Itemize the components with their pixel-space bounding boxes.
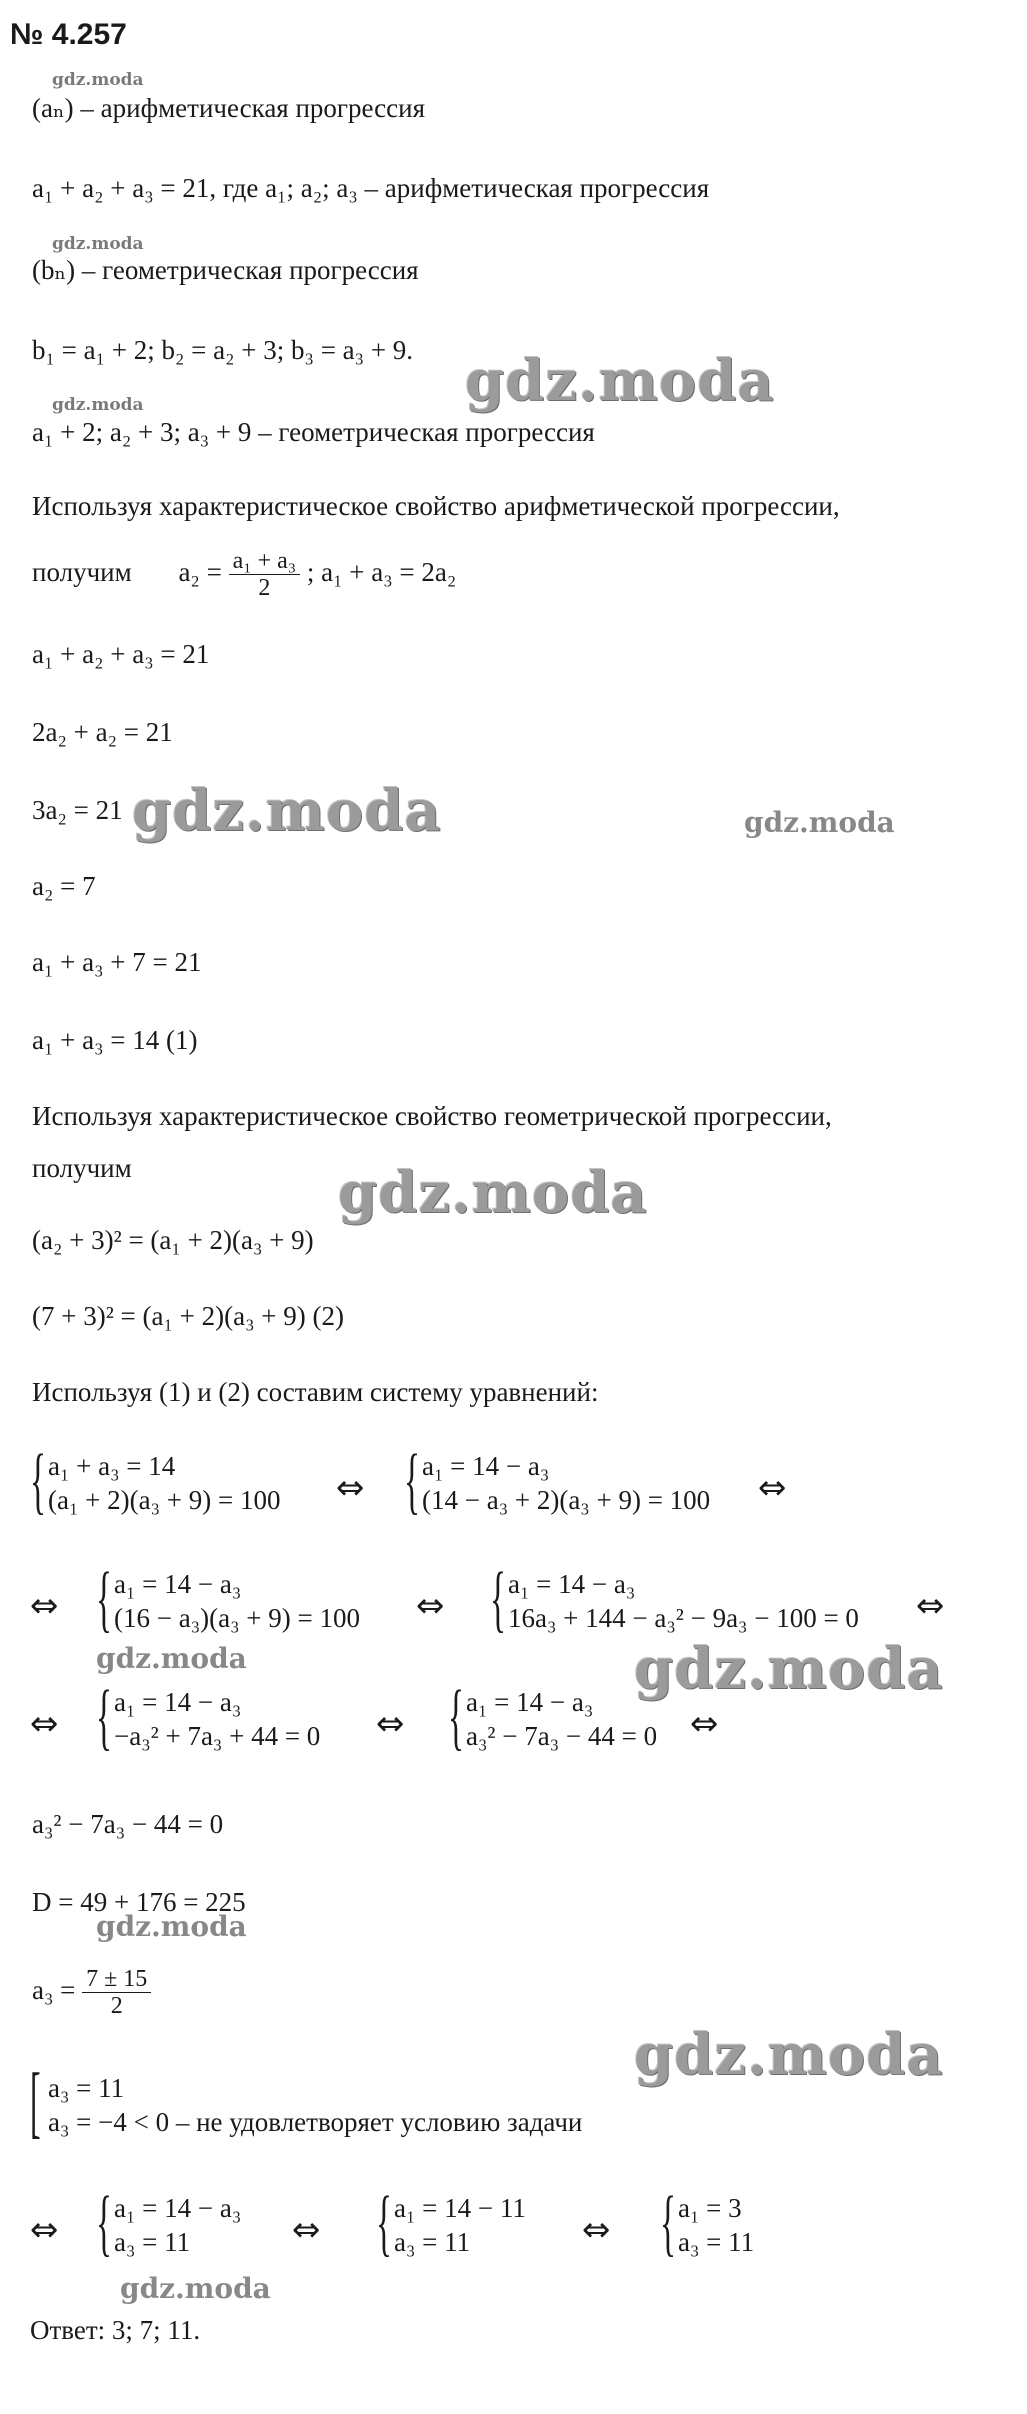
watermark: gdz.moda: [120, 2272, 271, 2305]
watermark: gdz.moda: [96, 1642, 247, 1675]
watermark-large: gdz.moda: [634, 1636, 944, 1702]
fraction-denominator: 2: [258, 575, 271, 602]
roots-set: [ a₃ = 11 a₃ = −4 < 0 – не удовлетворяет условию задачи: [30, 2058, 583, 2146]
watermark: gdz.moda: [744, 806, 895, 839]
line-get-2: получим: [32, 1153, 132, 1183]
system-6: { a₁ = 14 − a₃ a₃² − 7a₃ − 44 = 0: [448, 1676, 658, 1758]
system-3: { a₁ = 14 − a₃ (16 − a₃)(a₃ + 9) = 100: [96, 1558, 360, 1640]
line-geom-property: Используя характеристическое свойство геометрической прогрессии,: [32, 1101, 832, 1131]
line-eq-1: a₁ + a₂ + a₃ = 21: [32, 639, 210, 669]
equivalence-icon: ⇔: [30, 2210, 59, 2250]
line-eq-5: a₁ + a₃ = 14 (1): [32, 1025, 198, 1055]
line-b-terms: b₁ = a₁ + 2; b₂ = a₂ + 3; b₃ = a₃ + 9.: [32, 335, 414, 365]
line-discriminant: D = 49 + 176 = 225: [32, 1887, 246, 1917]
line-geometric-terms: a₁ + 2; a₂ + 3; a₃ + 9 – геометрическая прогрессия: [32, 417, 595, 447]
line-geometric-def: (bₙ) – геометрическая прогрессия: [32, 255, 419, 285]
equivalence-icon: ⇔: [336, 1468, 365, 1508]
line-get-a2: [32, 548, 456, 602]
line-arith-property: Используя характеристическое свойство арифметической прогрессии,: [32, 491, 840, 521]
equivalence-icon: ⇔: [376, 1704, 405, 1744]
equivalence-icon: ⇔: [582, 2210, 611, 2250]
system-2: { a₁ = 14 − a₃ (14 − a₃ + 2)(a₃ + 9) = 100: [404, 1440, 711, 1522]
fraction-numerator: 7 ± 15: [82, 1966, 151, 1993]
line-root-formula: [32, 1966, 151, 2020]
fraction-numerator: a₁ + a₃: [229, 548, 301, 575]
watermark-large: gdz.moda: [465, 348, 775, 414]
answer: Ответ: 3; 7; 11.: [30, 2315, 201, 2345]
problem-number: № 4.257: [10, 18, 127, 51]
watermark: gdz.moda: [52, 234, 144, 254]
line-system-intro: Используя (1) и (2) составим систему уравнений:: [32, 1377, 599, 1407]
fraction-denominator: 2: [110, 1993, 123, 2020]
equivalence-icon: ⇔: [416, 1586, 445, 1626]
equivalence-icon: ⇔: [30, 1586, 59, 1626]
line-eq-3: 3a₂ = 21: [32, 795, 123, 825]
watermark-large: gdz.moda: [132, 778, 442, 844]
equivalence-icon: ⇔: [758, 1468, 787, 1508]
line-geom-eq: (a₂ + 3)² = (a₁ + 2)(a₃ + 9): [32, 1225, 314, 1255]
line-sum-condition: a₁ + a₂ + a₃ = 21, где a₁; a₂; a₃ – арифметическая прогрессия: [32, 173, 710, 203]
system-10: { a₁ = 3 a₃ = 11: [660, 2182, 755, 2264]
equivalence-icon: ⇔: [916, 1586, 945, 1626]
system-9: { a₁ = 14 − 11 a₃ = 11: [376, 2182, 526, 2264]
fraction-roots: [82, 1966, 151, 2020]
equivalence-icon: ⇔: [30, 1704, 59, 1744]
system-1: { a₁ + a₃ = 14 (a₁ + 2)(a₃ + 9) = 100: [30, 1440, 281, 1522]
watermark: gdz.moda: [96, 1910, 247, 1943]
text-get: получим: [32, 557, 132, 588]
formula-a3-lhs: a₃ =: [32, 1975, 76, 2006]
line-eq-2: 2a₂ + a₂ = 21: [32, 717, 173, 747]
system-5: { a₁ = 14 − a₃ −a₃² + 7a₃ + 44 = 0: [96, 1676, 321, 1758]
formula-a2-lhs: a₂ =: [178, 557, 222, 588]
line-geom-eq-2: (7 + 3)² = (a₁ + 2)(a₃ + 9) (2): [32, 1301, 344, 1331]
system-4: { a₁ = 14 − a₃ 16a₃ + 144 − a₃² − 9a₃ − 100 = 0: [490, 1558, 859, 1640]
watermark-large: gdz.moda: [338, 1160, 648, 1226]
equivalence-icon: ⇔: [690, 1704, 719, 1744]
watermark: gdz.moda: [52, 395, 144, 415]
equivalence-icon: ⇔: [292, 2210, 321, 2250]
watermark-large: gdz.moda: [634, 2022, 944, 2088]
line-eq-4: a₁ + a₃ + 7 = 21: [32, 947, 202, 977]
fraction-a1-a3: [229, 548, 301, 602]
formula-a1-a3: ; a₁ + a₃ = 2a₂: [306, 557, 457, 588]
watermark: gdz.moda: [52, 70, 144, 90]
line-arithmetic-def: (aₙ) – арифметическая прогрессия: [32, 93, 425, 123]
system-8: { a₁ = 14 − a₃ a₃ = 11: [96, 2182, 242, 2264]
line-a2-value: a₂ = 7: [32, 871, 96, 901]
line-quadratic: a₃² − 7a₃ − 44 = 0: [32, 1809, 224, 1839]
